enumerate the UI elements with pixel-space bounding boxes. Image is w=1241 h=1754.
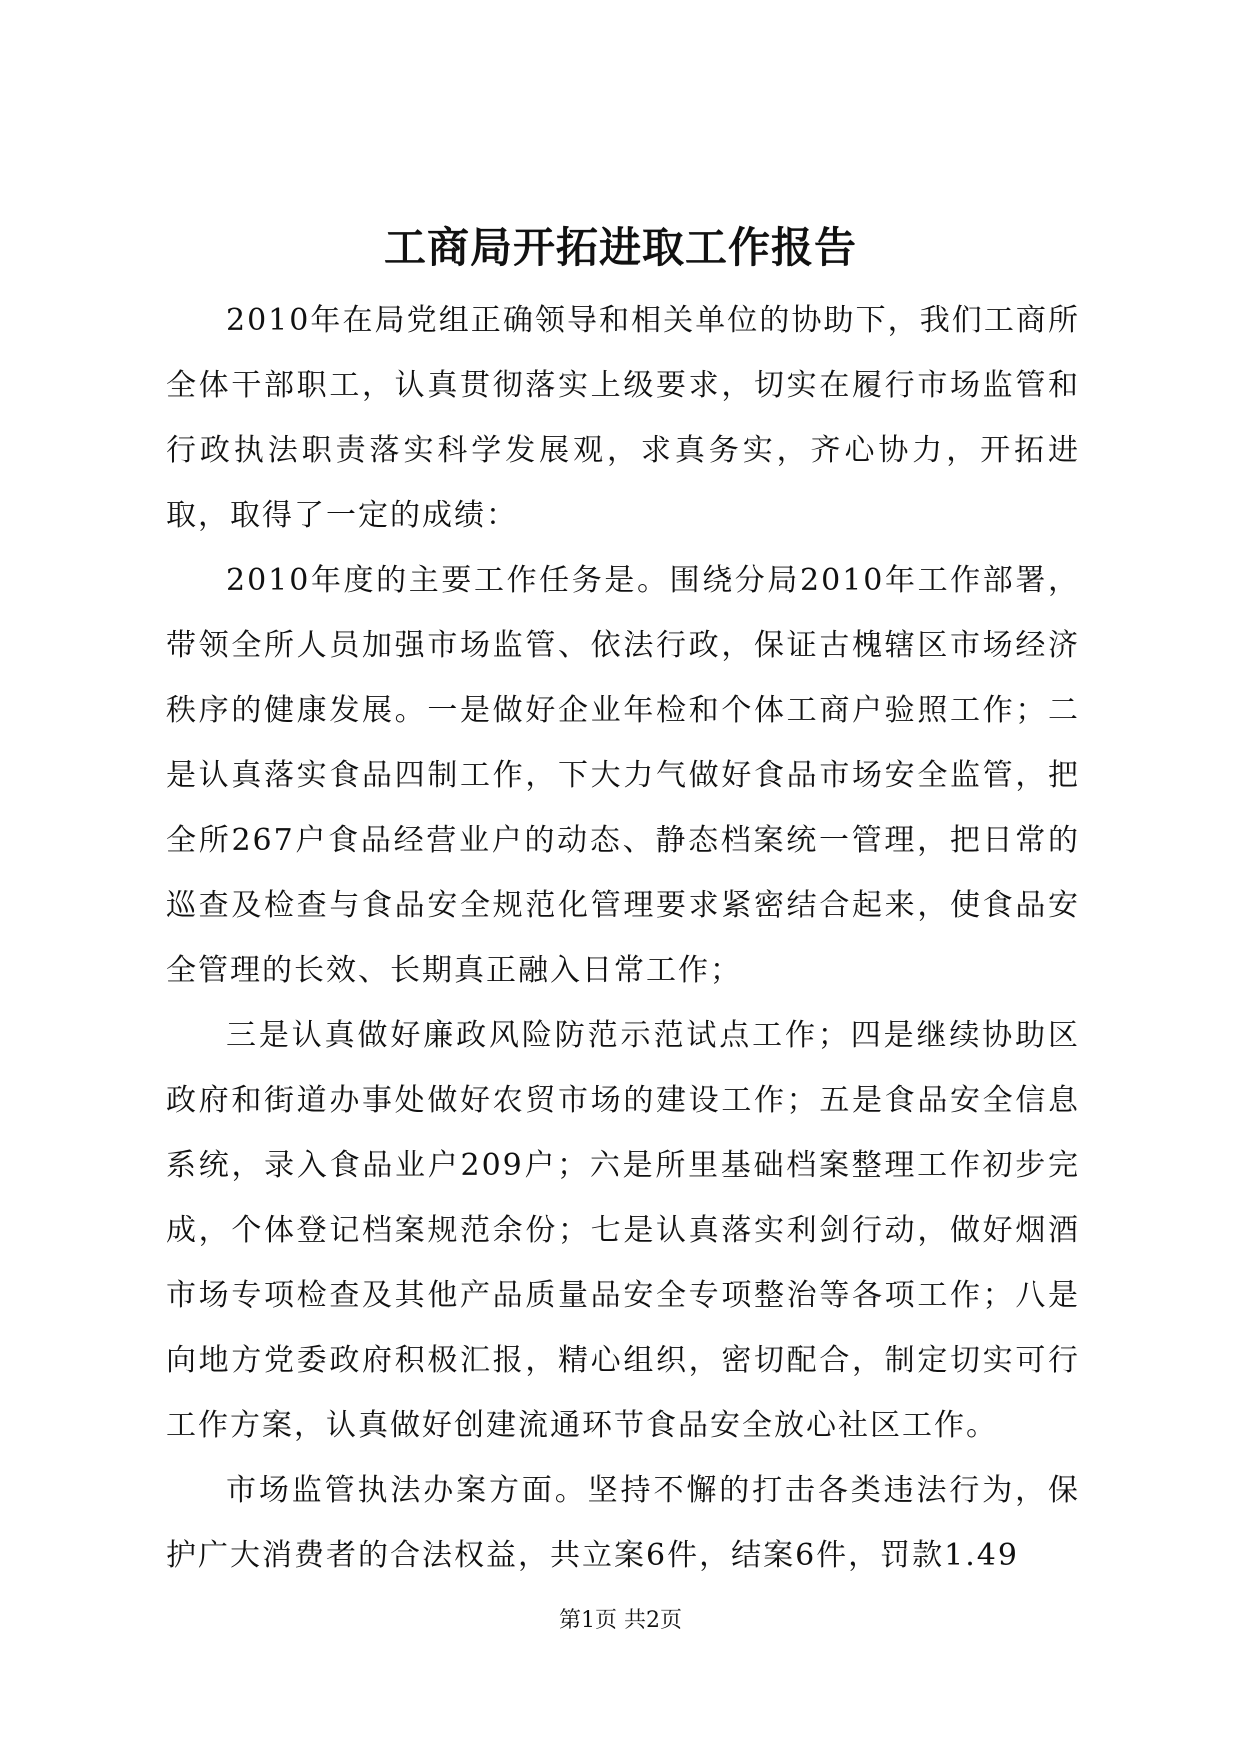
page-number-footer: 第1页 共2页 [559, 1608, 682, 1633]
document-title: 工商局开拓进取工作报告 [383, 223, 857, 272]
paragraph-additional-tasks: 三是认真做好廉政风险防范示范试点工作；四是继续协助区政府和街道办事处做好农贸市场的建设工作；五是食品安全信息系统，录入食品业户209户；六是所里基础档案整理工作初步完成，个体登记档案规范余份；七是认真落实利剑行动，做好烟酒市场专项检查及其他产品质量品安全专项整治等各项工作；八是向地方党委政府积极汇报，精心组织，密切配合，制定切实可行工作方案，认真做好创建流通环节食品安全放心社区工作。 [166, 1018, 1080, 1443]
paragraph-law-enforcement: 市场监管执法办案方面。坚持不懈的打击各类违法行为，保护广大消费者的合法权益，共立案6件，结案6件，罚款1.49 [166, 1473, 1080, 1573]
paragraph-intro: 2010年在局党组正确领导和相关单位的协助下，我们工商所全体干部职工，认真贯彻落实上级要求，切实在履行市场监管和行政执法职责落实科学发展观，求真务实，齐心协力，开拓进取，取得了一定的成绩： [166, 303, 1080, 533]
paragraph-main-tasks: 2010年度的主要工作任务是。围绕分局2010年工作部署，带领全所人员加强市场监管、依法行政，保证古槐辖区市场经济秩序的健康发展。一是做好企业年检和个体工商户验照工作；二是认真落实食品四制工作，下大力气做好食品市场安全监管，把全所267户食品经营业户的动态、静态档案统一管理，把日常的巡查及检查与食品安全规范化管理要求紧密结合起来，使食品安全管理的长效、长期真正融入日常工作； [166, 563, 1080, 988]
document-body [166, 288, 1080, 1588]
